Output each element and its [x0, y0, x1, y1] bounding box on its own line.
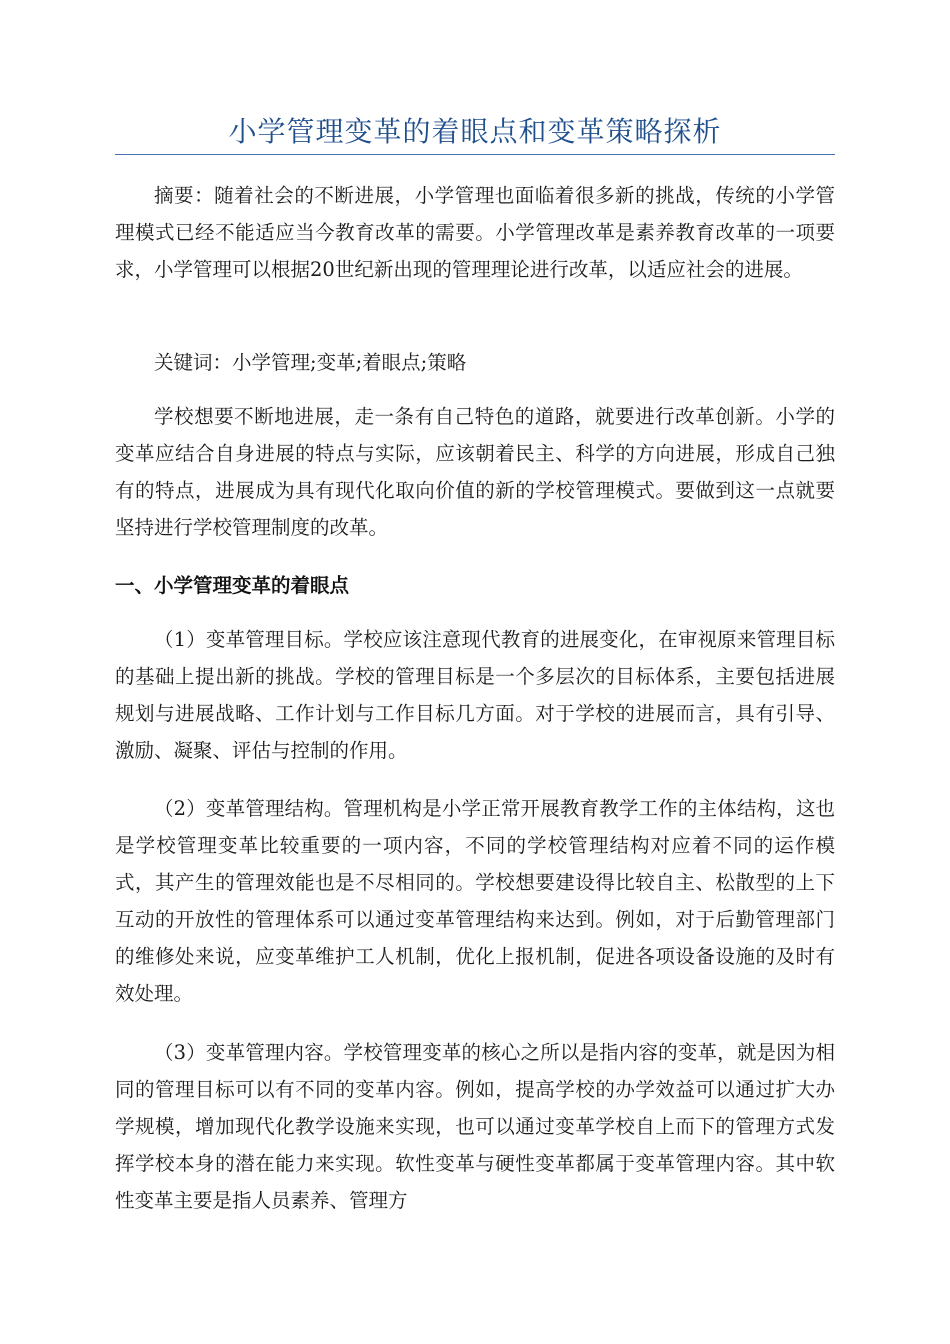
abstract-paragraph: 摘要：随着社会的不断进展，小学管理也面临着很多新的挑战，传统的小学管理模式已经不能适应当今教育改革的需要。小学管理改革是素养教育改革的一项要求，小学管理可以根据20世纪新出现的管理理论进行改革，以适应社会的进展。 [115, 184, 835, 281]
document-title: 小学管理变革的着眼点和变革策略探析 [115, 110, 835, 155]
section-heading: 一、小学管理变革的着眼点 [115, 574, 350, 597]
paragraph-content: （3）变革管理内容。学校管理变革的核心之所以是指内容的变革，就是因为相同的管理目标可以有不同的变革内容。例如，提高学校的办学效益可以通过扩大办学规模，增加现代化教学设施来实现，也可以通过变革学校自上而下的管理方式发挥学校本身的潜在能力来实现。软性变革与硬性变革都属于变革管理内容。其中软性变革主要是指人员素养、管理方 [115, 1041, 835, 1212]
intro-paragraph: 学校想要不断地进展，走一条有自己特色的道路，就要进行改革创新。小学的变革应结合自身进展的特点与实际，应该朝着民主、科学的方向进展，形成自己独有的特点，进展成为具有现代化取向价值的新的学校管理模式。要做到这一点就要坚持进行学校管理制度的改革。 [115, 405, 835, 539]
paragraph-structure: （2）变革管理结构。管理机构是小学正常开展教育教学工作的主体结构，这也是学校管理变革比较重要的一项内容，不同的学校管理结构对应着不同的运作模式，其产生的管理效能也是不尽相同的。学校想要建设得比较自主、松散型的上下互动的开放性的管理体系可以通过变革管理结构来达到。例如，对于后勤管理部门的维修处来说，应变革维护工人机制，优化上报机制，促进各项设备设施的及时有效处理。 [115, 797, 835, 1005]
paragraph-goals: （1）变革管理目标。学校应该注意现代教育的进展变化，在审视原来管理目标的基础上提出新的挑战。学校的管理目标是一个多层次的目标体系，主要包括进展规划与进展战略、工作计划与工作目标几方面。对于学校的进展而言，具有引导、激励、凝聚、评估与控制的作用。 [115, 628, 835, 762]
keywords-paragraph: 关键词：小学管理;变革;着眼点;策略 [154, 351, 467, 374]
